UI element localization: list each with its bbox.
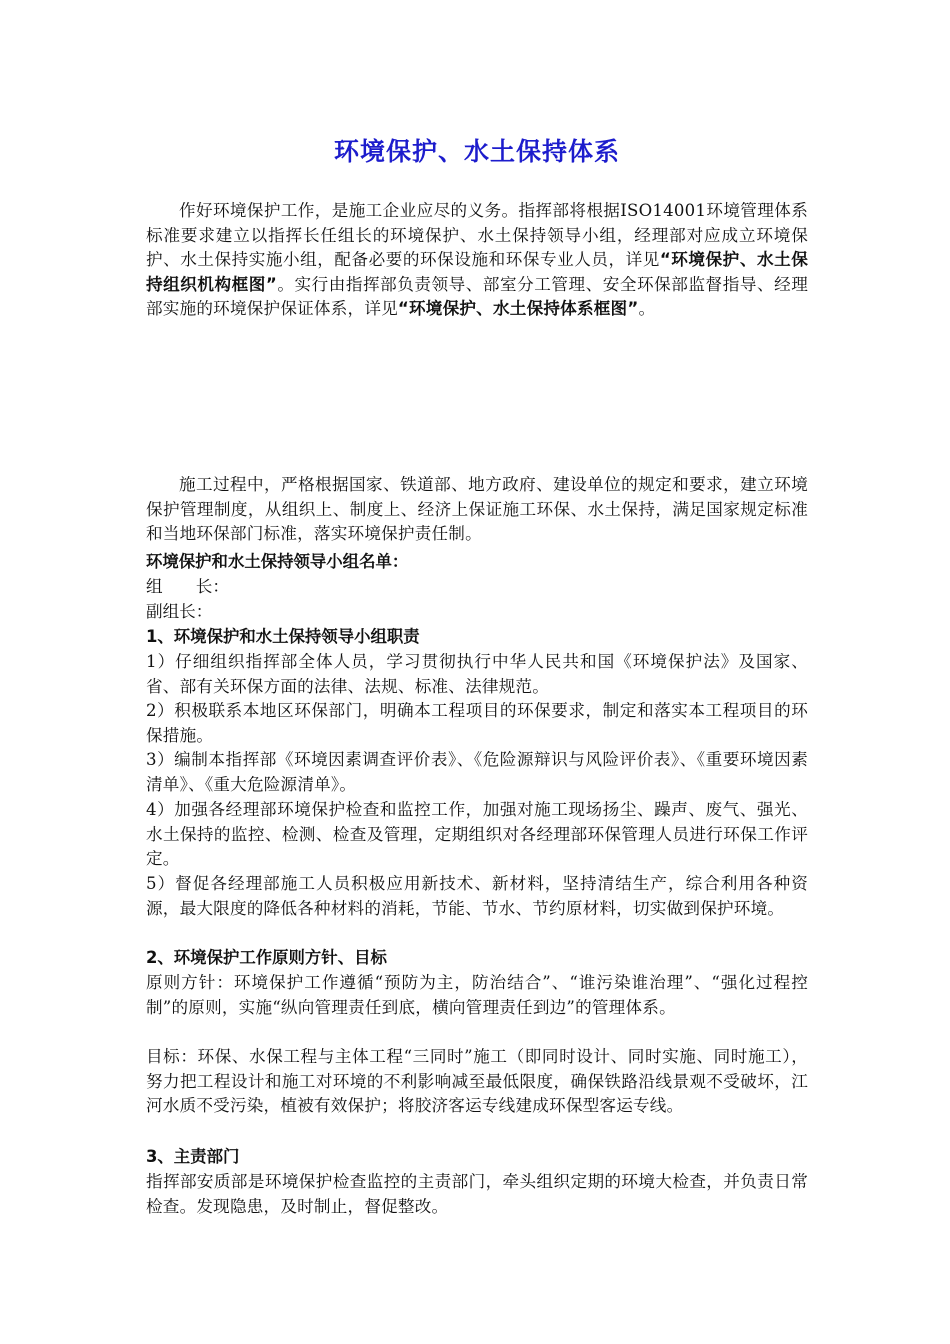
- org-chart-reference: “环境保护、水土保持组织机构框图”: [146, 250, 808, 294]
- duty-item-1: 1）仔细组织指挥部全体人员，学习贯彻执行中华人民共和国《环境保护法》及国家、省、部有关环保方面的法律、法规、标准、法律规范。: [146, 652, 808, 696]
- duty-item-2: 2）积极联系本地区环保部门，明确本工程项目的环保要求，制定和落实本工程项目的环保措施。: [146, 701, 808, 745]
- intro-text-1: 作好环境保护工作，是施工企业应尽的义务。指挥部将根据ISO14001环境管理体系标准要求建立以指挥长任组长的环境保护、水土保持领导小组，经理部对应成立环境保护、水土保持实施小组，配备必要的环保设施和环保专业人员，详见: [146, 201, 808, 270]
- leader-line: 组 长：: [146, 577, 229, 596]
- intro-text-2: 。实行由指挥部负责领导、部室分工管理、安全环保部监督指导、经理部实施的环境保护保证体系，详见: [146, 274, 808, 319]
- principle-paragraph: 原则方针：环境保护工作遵循“预防为主，防治结合”、“谁污染谁治理”、“强化过程控制”的原则，实施“纵向管理责任到底，横向管理责任到边”的管理体系。: [146, 973, 808, 1017]
- duty-item-4: 4）加强各经理部环境保护检查和监控工作，加强对施工现场扬尘、躁声、废气、强光、水土保持的监控、检测、检查及管理，定期组织对各经理部环保管理人员进行环保工作评定。: [146, 800, 808, 869]
- section-3-heading: 3、主责部门: [146, 1147, 240, 1166]
- intro-text-3: 。: [638, 299, 656, 319]
- deputy-leader-line: 副组长：: [146, 602, 213, 621]
- duty-item-3: 3）编制本指挥部《环境因素调查评价表》、《危险源辩识与风险评价表》、《重要环境因素清单》、《重大危险源清单》。: [146, 750, 808, 794]
- process-paragraph: 施工过程中，严格根据国家、铁道部、地方政府、建设单位的规定和要求，建立环境保护管理制度，从组织上、制度上、经济上保证施工环保、水土保持，满足国家规定标准和当地环保部门标准，落实环境保护责任制。: [146, 475, 808, 544]
- leadership-list-heading: 环境保护和水土保持领导小组名单：: [146, 552, 409, 571]
- section-1-heading: 1、环境保护和水土保持领导小组职责: [146, 627, 420, 646]
- goal-paragraph: 目标：环保、水保工程与主体工程“三同时”施工（即同时设计、同时实施、同时施工），努力把工程设计和施工对环境的不利影响减至最低限度，确保铁路沿线景观不受破坏，江河水质不受污染，植被有效保护；将胶济客运专线建成环保型客运专线。: [146, 1047, 808, 1116]
- duty-item-5: 5）督促各经理部施工人员积极应用新技术、新材料，坚持清结生产，综合利用各种资源，最大限度的降低各种材料的消耗，节能、节水、节约原材料，切实做到保护环境。: [146, 874, 808, 918]
- section-2-heading: 2、环境保护工作原则方针、目标: [146, 948, 387, 967]
- responsible-dept-paragraph: 指挥部安质部是环境保护检查监控的主责部门，牵头组织定期的环境大检查，并负责日常检查。发现隐患，及时制止，督促整改。: [146, 1172, 808, 1216]
- intro-paragraph: [146, 199, 808, 322]
- system-chart-reference: “环境保护、水土保持体系框图”: [397, 299, 639, 319]
- document-title: 环境保护、水土保持体系: [333, 137, 620, 166]
